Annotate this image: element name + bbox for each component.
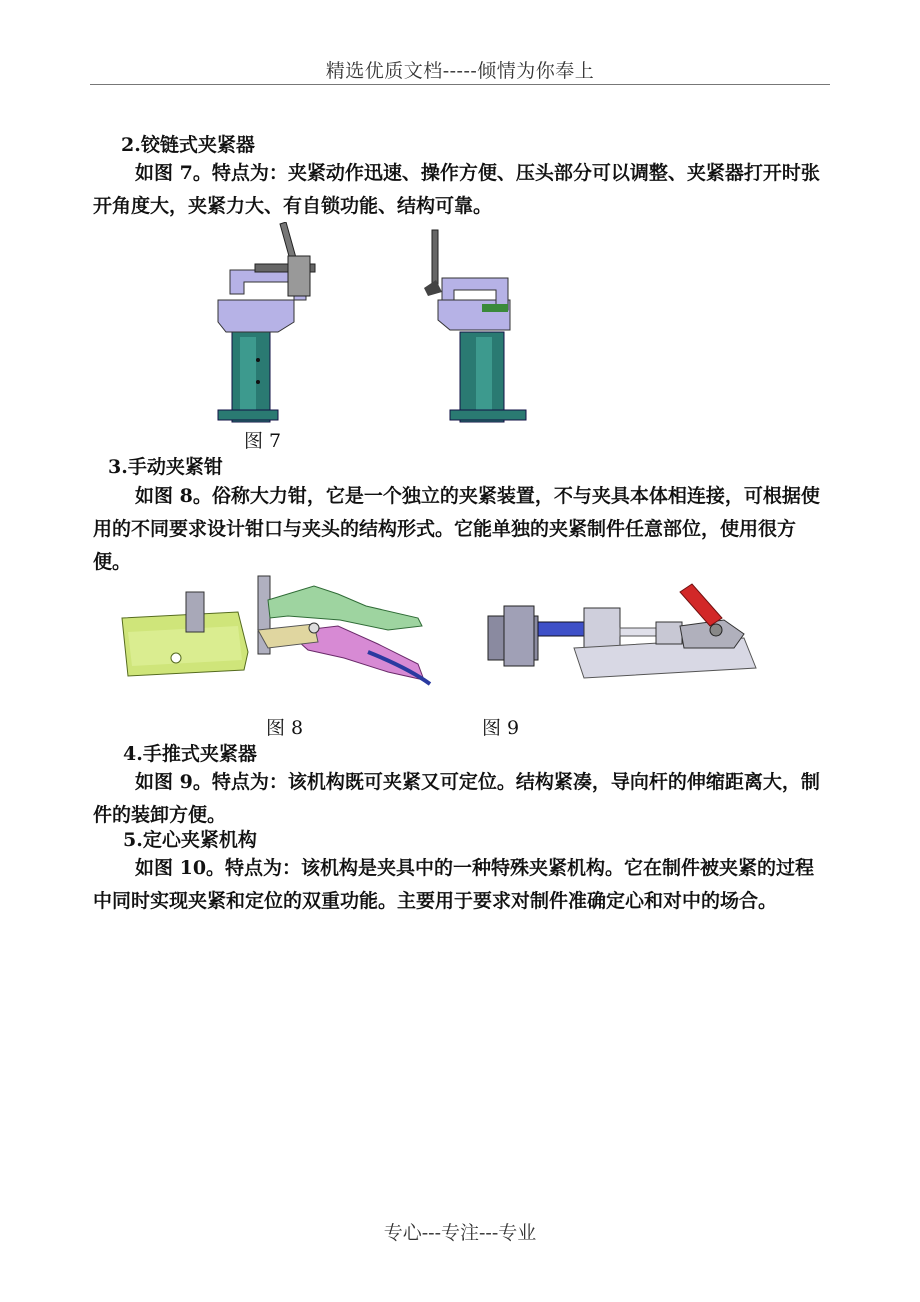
figure-7-caption: 图 7 [244,430,282,452]
page-footer: 专心---专注---专业 [383,1222,537,1244]
section-heading-centering-clamp: 5.定心夹紧机构 [123,829,257,851]
figure-7-illustration [210,222,540,424]
figure-8-caption: 图 8 [266,717,304,739]
figure-8-illustration [118,572,438,690]
section-heading-push-clamp: 4.手推式夹紧器 [123,743,257,765]
section-paragraph-centering-clamp: 如图 10。特点为：该机构是夹具中的一种特殊夹紧机构。它在制件被夹紧的过程中同时实现夹紧和定位的双重功能。主要用于要求对制件准确定心和对中的场合。 [93,857,815,912]
page-header: 精选优质文档-----倾情为你奉上 [325,60,595,82]
figure-9-illustration [484,578,764,682]
figure-9-caption: 图 9 [482,717,520,739]
section-paragraph-hinge-clamp: 如图 7。特点为：夹紧动作迅速、操作方便、压头部分可以调整、夹紧器打开时张开角度大，夹紧力大、有自锁功能、结构可靠。 [93,162,820,217]
hinge-clamp-right [424,230,526,422]
section-paragraph-manual-clamp-pliers: 如图 8。俗称大力钳，它是一个独立的夹紧装置，不与夹具本体相连接，可根据使用的不同要求设计钳口与夹头的结构形式。它能单独的夹紧制件任意部位，使用很方便。 [93,485,820,573]
hinge-clamp-left [218,222,315,422]
section-paragraph-push-clamp: 如图 9。特点为：该机构既可夹紧又可定位。结构紧凑，导向杆的伸缩距离大，制件的装卸方便。 [93,771,820,826]
header-divider [90,84,830,85]
section-heading-hinge-clamp: 2.铰链式夹紧器 [121,134,255,156]
locking-pliers [122,576,430,684]
push-pull-clamp [488,584,756,678]
section-heading-manual-clamp-pliers: 3.手动夹紧钳 [108,456,223,478]
